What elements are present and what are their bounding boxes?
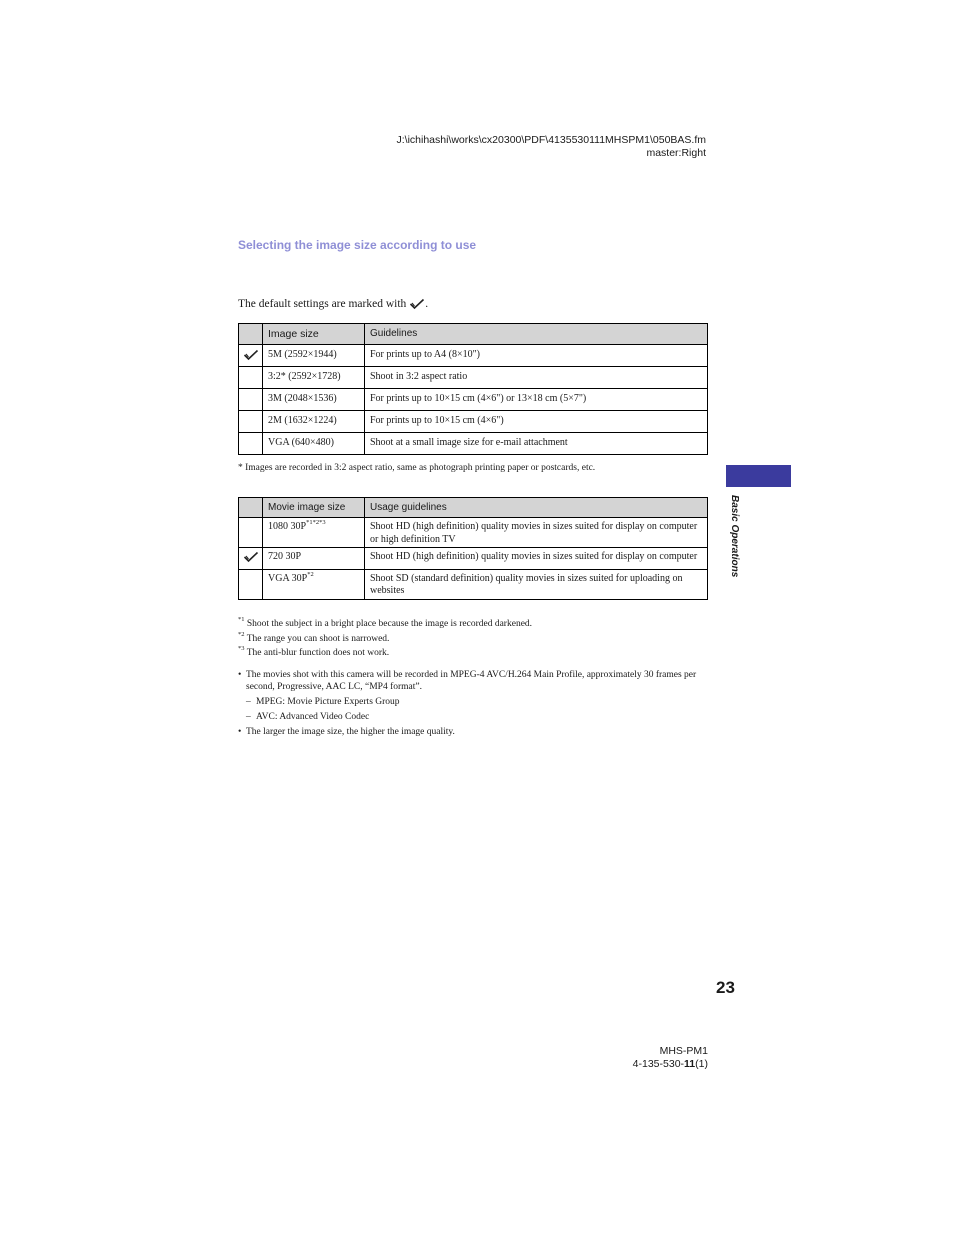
movie-footnote [238,616,533,629]
table-row [239,367,708,389]
image-size-cell: 3:2* (2592×1728) [263,367,365,389]
model-code [633,1058,708,1071]
footnote-text: The anti-blur function does not work. [246,648,390,658]
header-guidelines: Guidelines [365,324,708,345]
image-size-cell: 5M (2592×1944) [263,345,365,367]
footnote-mark: *2 [238,631,245,638]
table-row [239,569,708,599]
table-row [239,411,708,433]
section-title: Selecting the image size according to use [238,238,477,252]
page-number: 23 [716,978,735,997]
notes-list [238,669,710,741]
footnote-mark: *1 [238,616,245,623]
footnote-text: Shoot the subject in a bright place because the image is recorded darkened. [246,619,533,629]
movie-size-cell [263,569,365,599]
movie-footnote [238,645,390,658]
mark-cell [239,569,263,599]
movie-footnote [238,631,390,644]
footnote-mark: *3 [238,645,245,652]
table-header-row [239,324,708,345]
movie-size-cell [263,518,365,548]
usage-guideline-cell: Shoot HD (high definition) quality movies in sizes suited for display on computer or high definition TV [365,518,708,548]
guideline-cell: For prints up to 10×15 cm (4×6") [365,411,708,433]
header-mark-cell [239,324,263,345]
table-row [239,433,708,455]
header-image-size: Image size [263,324,365,345]
bullet-item: • The movies shot with this camera will be recorded in MPEG-4 AVC/H.264 Main Profile, approximately 30 frames per second, Progressive, AAC LC, “MP4 format”. [238,670,697,692]
guideline-cell: Shoot at a small image size for e-mail attachment [365,433,708,455]
guideline-cell: For prints up to 10×15 cm (4×6") or 13×18 cm (5×7") [365,389,708,411]
movie-size-cell [263,548,365,570]
usage-guideline-cell: Shoot HD (high definition) quality movies in sizes suited for display on computer [365,548,708,570]
image-size-table [238,323,708,455]
movie-size-text: 1080 30P [268,521,307,532]
header-movie-image-size: Movie image size [263,498,365,518]
bullet-text: The larger the image size, the higher the image quality. [246,727,455,737]
mark-cell [239,367,263,389]
image-size-footnote: * Images are recorded in 3:2 aspect ratio, same as photograph printing paper or postcards, etc. [238,463,596,473]
image-size-cell: VGA (640×480) [263,433,365,455]
movie-size-table [238,497,708,600]
file-path-header [396,134,706,160]
checkmark-icon [243,551,259,563]
model-code-bold: 11 [684,1058,696,1070]
mark-cell [239,345,263,367]
checkmark-icon [409,298,425,310]
table-row [239,518,708,548]
bullet-text: The movies shot with this camera will be recorded in MPEG-4 AVC/H.264 Main Profile, approximately 30 frames per second, Progressive, AAC LC, “MP4 format”. [246,670,697,692]
guideline-cell: Shoot in 3:2 aspect ratio [365,367,708,389]
chapter-tab [726,465,791,487]
usage-guideline-cell: Shoot SD (standard definition) quality movies in sizes suited for uploading on websites [365,569,708,599]
model-code-prefix: 4-135-530- [632,1058,685,1070]
movie-size-text: 720 30P [268,551,302,562]
table-row [239,389,708,411]
model-footer [633,1045,708,1071]
bullet-item: • The larger the image size, the higher the image quality. [238,727,455,737]
chapter-label: Basic Operations [729,495,740,578]
table-row [239,548,708,570]
master-label: master:Right [646,147,706,159]
model-name: MHS-PM1 [659,1045,708,1057]
image-size-cell: 2M (1632×1224) [263,411,365,433]
file-path: J:\ichihashi\works\cx20300\PDF\4135530111MHSPM1\050BAS.fm [396,134,706,146]
dash-text: AVC: Advanced Video Codec [256,712,370,722]
image-size-cell: 3M (2048×1536) [263,389,365,411]
table-header-row [239,498,708,518]
dash-item: – AVC: Advanced Video Codec [246,712,370,722]
header-mark-cell [239,498,263,518]
dash-item: – MPEG: Movie Picture Experts Group [246,697,400,707]
mark-cell [239,411,263,433]
footnote-ref: *1*2*3 [306,519,326,526]
mark-cell [239,548,263,570]
checkmark-icon [243,349,259,361]
table-row [239,345,708,367]
mark-cell [239,518,263,548]
default-note [238,298,428,310]
footnote-ref: *2 [307,570,314,578]
dash-text: MPEG: Movie Picture Experts Group [256,697,400,707]
movie-size-text: VGA 30P [268,572,308,584]
mark-cell [239,433,263,455]
default-note-period: . [425,298,429,310]
default-note-text: The default settings are marked with [238,298,407,310]
guideline-cell: For prints up to A4 (8×10") [365,345,708,367]
mark-cell [239,389,263,411]
model-code-suffix: (1) [695,1058,708,1070]
header-usage-guidelines: Usage guidelines [365,498,708,518]
footnote-text: The range you can shoot is narrowed. [246,634,390,644]
